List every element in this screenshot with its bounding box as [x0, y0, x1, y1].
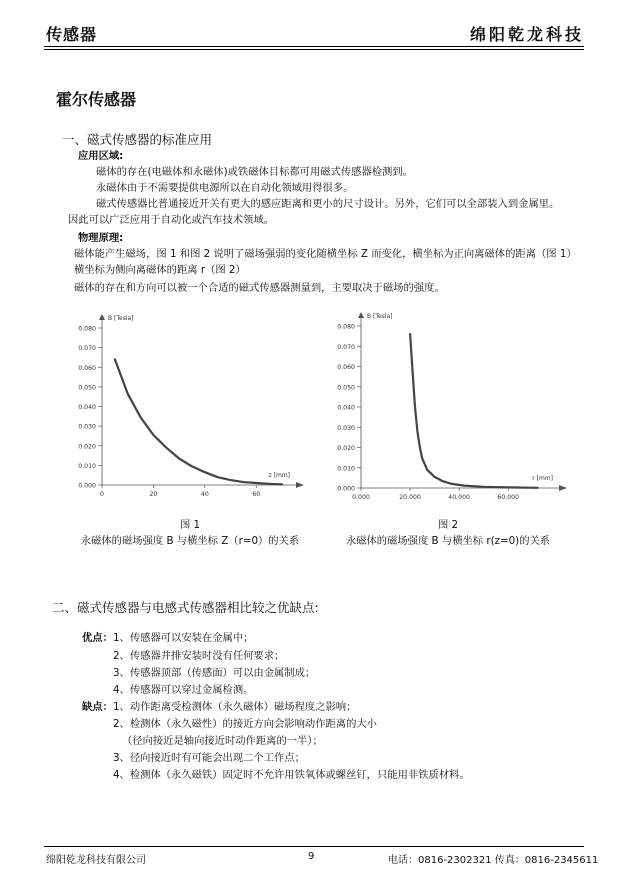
y-tick-label: 0.000: [78, 482, 96, 490]
x-axis-arrow: [296, 482, 304, 488]
header-left-title: 传感器: [46, 25, 98, 44]
page-title: 霍尔传感器: [56, 90, 137, 109]
cons-label: 缺点：: [82, 701, 113, 713]
y-axis-arrow: [99, 314, 105, 320]
y-axis-arrow: [358, 312, 364, 318]
cons-item: 3、径向接近时有可能会出现二个工作点；: [113, 752, 305, 764]
x-tick-label: 20: [149, 491, 158, 498]
y-tick-label: 0.070: [78, 345, 96, 353]
figure1-caption: 永磁体的磁场强度 B 与横坐标 Z（r=0）的关系: [80, 535, 300, 547]
application-line: 因此可以广泛应用于自动化或汽车技术领域。: [68, 214, 274, 226]
y-axis-label: B [Tesla]: [108, 315, 134, 322]
application-label: 应用区域:: [78, 150, 124, 162]
series-line: [410, 334, 537, 488]
figure2-caption: 永磁体的磁场强度 B 与横坐标 r(z=0)的关系: [345, 535, 551, 547]
footer-company: 绵阳乾龙科技有限公司: [46, 855, 146, 866]
header-rule-thin: [44, 49, 584, 50]
header-company-name: 绵阳乾龙科技: [469, 25, 584, 44]
cons-item: （径向接近是轴向接近时动作距离的一半）；: [122, 735, 323, 747]
section1-heading: 一、磁式传感器的标准应用: [62, 132, 213, 147]
series-line: [115, 359, 282, 484]
y-tick-label: 0.010: [78, 462, 96, 470]
pros-item: 2、传感器并排安装时没有任何要求；: [113, 650, 285, 662]
pros-item: 3、传感器顶部（传感面）可以由金属制成；: [113, 667, 316, 679]
figure1-label: 图 1: [179, 519, 201, 531]
y-tick-label: 0.010: [337, 465, 355, 473]
footer-page-number: 9: [308, 851, 315, 862]
y-tick-label: 0.050: [337, 384, 355, 392]
x-tick-label: 40: [200, 491, 209, 498]
y-tick-label: 0.060: [78, 364, 96, 372]
chart-field-vs-z: [60, 310, 310, 510]
cons-item: 2、检测体（永久磁性）的接近方向会影响动作距离的大小: [113, 718, 377, 730]
pros-item: 4、传感器可以穿过金属检测。: [113, 684, 254, 696]
footer-rule: [44, 846, 584, 847]
y-tick-label: 0.060: [337, 364, 355, 371]
y-tick-label: 0.070: [337, 343, 355, 351]
section2-heading: 二、磁式传感器与电感式传感器相比较之优缺点:: [52, 600, 319, 615]
header-rule: [44, 46, 584, 47]
y-tick-label: 0.080: [78, 325, 96, 333]
pros-label: 优点：: [82, 632, 113, 644]
footer-contact: 电话：0816-2302321 传真：0816-2345611: [388, 855, 599, 866]
x-tick-label: 60.000: [497, 494, 520, 501]
application-line: 磁式传感器比普通接近开关有更大的感应距离和更小的尺寸设计。另外，它们可以全部装入到金属里。: [96, 198, 560, 210]
x-tick-label: 20.000: [399, 494, 421, 501]
y-tick-label: 0.050: [78, 384, 96, 392]
pros-item: 1、传感器可以安装在金属中；: [113, 632, 254, 644]
cons-item: 4、检测体（永久磁铁）固定时不允许用铁氧体或螺丝钉，只能用非铁质材料。: [113, 769, 470, 781]
x-axis-label: r [mm]: [532, 475, 553, 482]
y-tick-label: 0.080: [337, 323, 355, 331]
physics-line: 磁体能产生磁场，图 1 和图 2 说明了磁场强弱的变化随横坐标 Z 而变化，横坐标为正向离磁体的距离（图 1）: [74, 248, 577, 260]
x-tick-label: 0.000: [352, 494, 370, 501]
y-tick-label: 0.020: [78, 443, 96, 451]
y-tick-label: 0.030: [78, 423, 96, 431]
x-tick-label: 40.000: [448, 494, 470, 501]
y-tick-label: 0.040: [337, 404, 355, 412]
y-tick-label: 0.030: [337, 424, 355, 432]
application-line: 磁体的存在(电磁体和永磁体)或铁磁体目标都可用磁式传感器检测到。: [96, 166, 413, 178]
y-tick-label: 0.040: [78, 404, 96, 411]
y-tick-label: 0.000: [337, 485, 355, 493]
x-tick-label: 0: [100, 491, 104, 498]
application-line: 永磁体由于不需要提供电源所以在自动化领域用得很多。: [96, 182, 354, 194]
y-tick-label: 0.020: [337, 445, 355, 452]
x-axis-label: z [mm]: [268, 472, 290, 479]
cons-item: 1、动作距离受检测体（永久磁体）磁场程度之影响；: [113, 701, 357, 713]
figure2-label: 图 2: [437, 519, 459, 531]
x-tick-label: 60: [252, 491, 261, 498]
physics-label: 物理原理:: [78, 232, 124, 244]
x-axis-arrow: [559, 485, 567, 491]
y-axis-label: B [Tesla]: [367, 313, 393, 320]
physics-line: 磁体的存在和方向可以被一个合适的磁式传感器测量到，主要取决于磁场的强度。: [74, 282, 445, 294]
physics-line: 横坐标为侧向离磁体的距离 r（图 2）: [74, 264, 246, 276]
chart-field-vs-r: [315, 310, 580, 510]
